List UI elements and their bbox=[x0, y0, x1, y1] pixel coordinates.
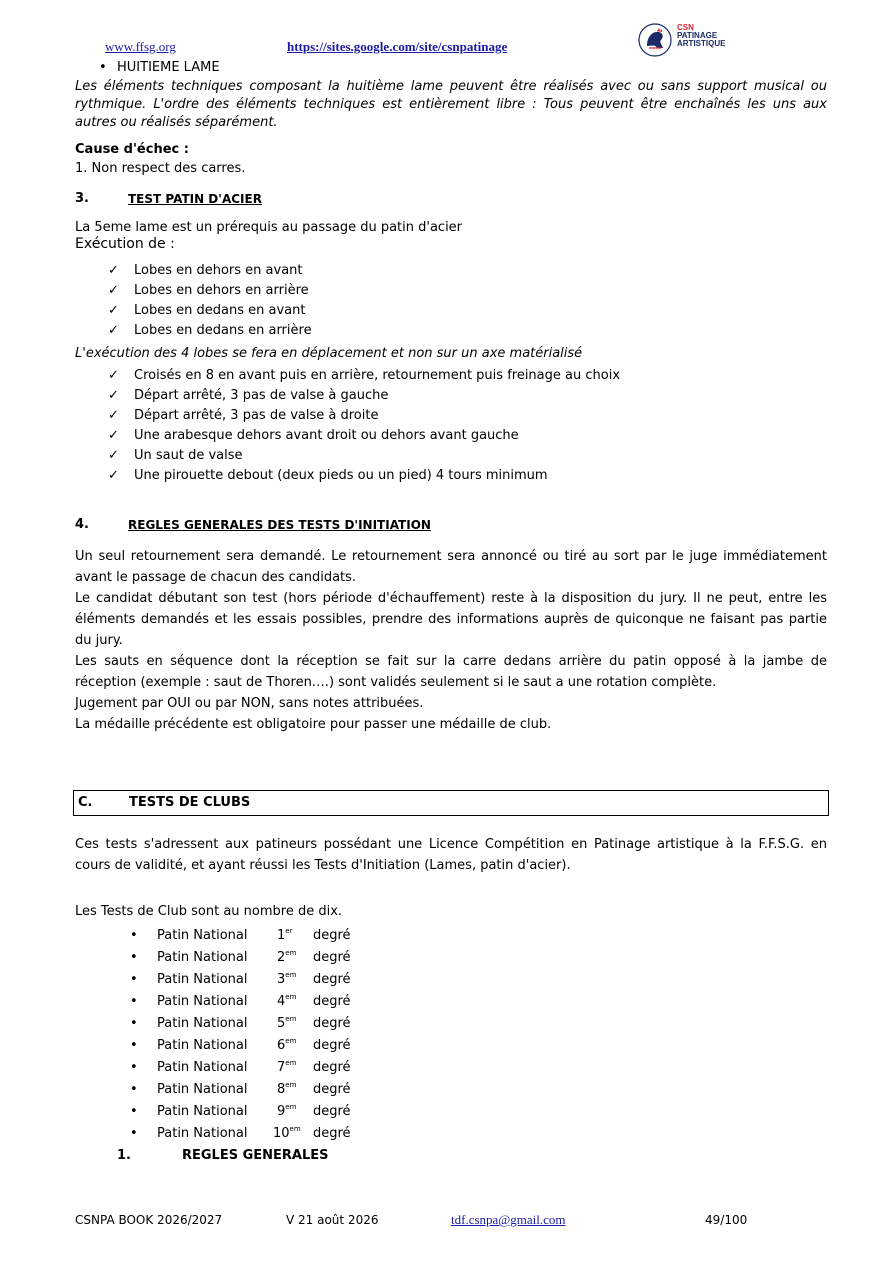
section4-line: réception (exemple : saut de Thoren….) sont validés seulement si le saut a une rotation complète. bbox=[75, 675, 717, 690]
lobes-list bbox=[108, 262, 312, 342]
test-name: Patin National bbox=[157, 1016, 248, 1031]
degree-num: 2 bbox=[277, 950, 286, 965]
list-item bbox=[130, 1037, 351, 1059]
logo-line-csn: CSN bbox=[677, 23, 694, 32]
subsection-number: 1. bbox=[117, 1148, 131, 1163]
test-name: Patin National bbox=[157, 1104, 248, 1119]
huitieme-intro-line: autres ou réalisés séparément. bbox=[75, 115, 278, 130]
logo-wordmark bbox=[677, 24, 725, 48]
test-degree-number bbox=[277, 1103, 313, 1125]
list-item bbox=[130, 1103, 351, 1125]
section4-line: Un seul retournement sera demandé. Le retournement sera annoncé ou tiré au sort par le juge immédiatement bbox=[75, 549, 827, 564]
checkmark-icon: ✓ bbox=[108, 283, 119, 298]
huitieme-title: HUITIEME LAME bbox=[117, 60, 220, 75]
section3-note: L'exécution des 4 lobes se fera en déplacement et non sur un axe matérialisé bbox=[75, 346, 583, 361]
degree-suffix: em bbox=[285, 1059, 297, 1067]
list-item bbox=[108, 282, 312, 302]
section3-prereq: La 5eme lame est un prérequis au passage du patin d'acier bbox=[75, 220, 463, 235]
huitieme-intro-line: Les éléments techniques composant la huitième lame peuvent être réalisés avec ou sans support musical ou bbox=[75, 79, 827, 94]
test-degree-number bbox=[273, 1125, 309, 1147]
test-name: Patin National bbox=[157, 972, 248, 987]
test-name: Patin National bbox=[157, 928, 248, 943]
element-label: Départ arrêté, 3 pas de valse à gauche bbox=[134, 388, 389, 403]
logo-line-patinage: PATINAGE bbox=[677, 31, 718, 40]
degree-suffix: em bbox=[289, 1125, 301, 1133]
test-name: Patin National bbox=[157, 950, 248, 965]
degree-num: 10 bbox=[273, 1126, 290, 1141]
degree-num: 8 bbox=[277, 1082, 286, 1097]
footer-email-link[interactable]: tdf.csnpa@gmail.com bbox=[451, 1212, 566, 1227]
cause-item: 1. Non respect des carres. bbox=[75, 161, 246, 176]
section4-body bbox=[75, 546, 827, 735]
section-c-count: Les Tests de Club sont au nombre de dix. bbox=[75, 904, 343, 919]
bullet-marker: • bbox=[130, 928, 138, 943]
test-name: Patin National bbox=[157, 994, 248, 1009]
degree-suffix: em bbox=[285, 1081, 297, 1089]
degree-suffix: em bbox=[285, 1015, 297, 1023]
checkmark-icon: ✓ bbox=[108, 323, 119, 338]
degree-num: 4 bbox=[277, 994, 286, 1009]
section-c-letter: C. bbox=[78, 795, 93, 810]
list-item bbox=[130, 971, 351, 993]
list-item bbox=[108, 302, 312, 322]
footer-version: V 21 août 2026 bbox=[286, 1213, 379, 1227]
test-degree-number bbox=[277, 1037, 313, 1059]
bullet-marker: • bbox=[130, 972, 138, 987]
checkmark-icon: ✓ bbox=[108, 468, 119, 483]
checkmark-icon: ✓ bbox=[108, 428, 119, 443]
test-name: Patin National bbox=[157, 1126, 248, 1141]
list-item bbox=[108, 447, 620, 467]
lobe-label: Lobes en dedans en arrière bbox=[134, 323, 312, 338]
test-degree-number bbox=[277, 993, 313, 1015]
bullet-marker: • bbox=[130, 994, 138, 1009]
test-degree-number bbox=[277, 971, 313, 993]
lobe-label: Lobes en dehors en avant bbox=[134, 263, 303, 278]
checkmark-icon: ✓ bbox=[108, 448, 119, 463]
degree-suffix: em bbox=[285, 949, 297, 957]
test-unit: degré bbox=[313, 1126, 351, 1141]
degree-num: 7 bbox=[277, 1060, 286, 1075]
section-c-title: TESTS DE CLUBS bbox=[129, 795, 251, 810]
test-degree-number bbox=[277, 1015, 313, 1037]
test-unit: degré bbox=[313, 1060, 351, 1075]
section-c-intro bbox=[75, 834, 827, 876]
test-unit: degré bbox=[313, 994, 351, 1009]
section4-line: éléments demandés et les essais possibles, prendre des informations auprès de quiconque ne faisant pas partie bbox=[75, 612, 827, 627]
bullet-marker: • bbox=[130, 1126, 138, 1141]
checkmark-icon: ✓ bbox=[108, 368, 119, 383]
bullet-marker: • bbox=[99, 60, 107, 75]
list-item bbox=[108, 407, 620, 427]
bullet-marker: • bbox=[130, 950, 138, 965]
elements-list bbox=[108, 367, 620, 487]
checkmark-icon: ✓ bbox=[108, 263, 119, 278]
degree-num: 5 bbox=[277, 1016, 286, 1031]
test-name: Patin National bbox=[157, 1038, 248, 1053]
section-c-intro-line: Ces tests s'adressent aux patineurs possédant une Licence Compétition en Patinage artistique à la F.F.S.G. en bbox=[75, 837, 827, 852]
element-label: Une arabesque dehors avant droit ou dehors avant gauche bbox=[134, 428, 519, 443]
list-item bbox=[130, 993, 351, 1015]
degree-suffix: em bbox=[285, 1103, 297, 1111]
bullet-marker: • bbox=[130, 1060, 138, 1075]
bullet-marker: • bbox=[130, 1016, 138, 1031]
element-label: Une pirouette debout (deux pieds ou un pied) 4 tours minimum bbox=[134, 468, 548, 483]
test-unit: degré bbox=[313, 1082, 351, 1097]
list-item bbox=[108, 467, 620, 487]
logo-line-artistique: ARTISTIQUE bbox=[677, 39, 726, 48]
rooster-logo-icon bbox=[637, 22, 673, 58]
degree-num: 9 bbox=[277, 1104, 286, 1119]
lobe-label: Lobes en dedans en avant bbox=[134, 303, 306, 318]
club-tests-list bbox=[130, 927, 351, 1147]
test-name: Patin National bbox=[157, 1082, 248, 1097]
lobe-label: Lobes en dehors en arrière bbox=[134, 283, 309, 298]
cause-label: Cause d'échec : bbox=[75, 142, 189, 157]
section-c-intro-line: cours de validité, et ayant réussi les Tests d'Initiation (Lames, patin d'acier). bbox=[75, 858, 571, 873]
section4-line: Jugement par OUI ou par NON, sans notes attribuées. bbox=[75, 696, 424, 711]
list-item bbox=[108, 322, 312, 342]
degree-suffix: em bbox=[285, 971, 297, 979]
checkmark-icon: ✓ bbox=[108, 408, 119, 423]
degree-suffix: em bbox=[285, 993, 297, 1001]
section4-line: Le candidat débutant son test (hors période d'échauffement) reste à la disposition du jury. Il ne peut, entre les bbox=[75, 591, 827, 606]
list-item bbox=[130, 1125, 351, 1147]
list-item bbox=[108, 387, 620, 407]
section3-title: TEST PATIN D'ACIER bbox=[128, 192, 262, 206]
huitieme-intro bbox=[75, 78, 827, 132]
test-degree-number bbox=[277, 1059, 313, 1081]
list-item bbox=[108, 367, 620, 387]
checkmark-icon: ✓ bbox=[108, 303, 119, 318]
element-label: Un saut de valse bbox=[134, 448, 243, 463]
degree-num: 3 bbox=[277, 972, 286, 987]
section-c-box bbox=[73, 790, 829, 816]
list-item bbox=[130, 1081, 351, 1103]
section3-execution: Exécution de : bbox=[75, 236, 175, 252]
list-item bbox=[130, 949, 351, 971]
test-unit: degré bbox=[313, 1038, 351, 1053]
section4-line: Les sauts en séquence dont la réception se fait sur la carre dedans arrière du patin opposé à la jambe de bbox=[75, 654, 827, 669]
list-item bbox=[130, 927, 351, 949]
test-unit: degré bbox=[313, 928, 351, 943]
bullet-marker: • bbox=[130, 1104, 138, 1119]
test-degree-number bbox=[277, 927, 313, 949]
bullet-marker: • bbox=[130, 1082, 138, 1097]
section4-line: avant le passage de chacun des candidats. bbox=[75, 570, 357, 585]
test-degree-number bbox=[277, 949, 313, 971]
checkmark-icon: ✓ bbox=[108, 388, 119, 403]
test-unit: degré bbox=[313, 1016, 351, 1031]
degree-suffix: em bbox=[285, 1037, 297, 1045]
test-degree-number bbox=[277, 1081, 313, 1103]
list-item bbox=[130, 1059, 351, 1081]
section4-line: du jury. bbox=[75, 633, 123, 648]
footer-page-number: 49/100 bbox=[705, 1213, 748, 1227]
header-link-ffsg[interactable]: www.ffsg.org bbox=[105, 39, 176, 54]
element-label: Croisés en 8 en avant puis en arrière, retournement puis freinage au choix bbox=[134, 368, 621, 383]
section4-line: La médaille précédente est obligatoire pour passer une médaille de club. bbox=[75, 717, 552, 732]
test-unit: degré bbox=[313, 1104, 351, 1119]
test-name: Patin National bbox=[157, 1060, 248, 1075]
test-unit: degré bbox=[313, 950, 351, 965]
list-item bbox=[130, 1015, 351, 1037]
huitieme-intro-line: rythmique. L'ordre des éléments techniques est entièrement libre : Tous peuvent être enchaînés les uns aux bbox=[75, 97, 827, 112]
degree-num: 6 bbox=[277, 1038, 286, 1053]
bullet-marker: • bbox=[130, 1038, 138, 1053]
header-link-csnpatinage[interactable]: https://sites.google.com/site/csnpatinage bbox=[287, 39, 508, 54]
element-label: Départ arrêté, 3 pas de valse à droite bbox=[134, 408, 379, 423]
test-unit: degré bbox=[313, 972, 351, 987]
section3-number: 3. bbox=[75, 191, 89, 206]
degree-suffix: er bbox=[285, 927, 293, 935]
list-item bbox=[108, 427, 620, 447]
subsection-title: REGLES GENERALES bbox=[182, 1148, 329, 1163]
section4-title: REGLES GENERALES DES TESTS D'INITIATION bbox=[128, 518, 431, 532]
section4-number: 4. bbox=[75, 517, 89, 532]
list-item bbox=[108, 262, 312, 282]
footer-book: CSNPA BOOK 2026/2027 bbox=[75, 1213, 223, 1227]
degree-num: 1 bbox=[277, 928, 286, 943]
